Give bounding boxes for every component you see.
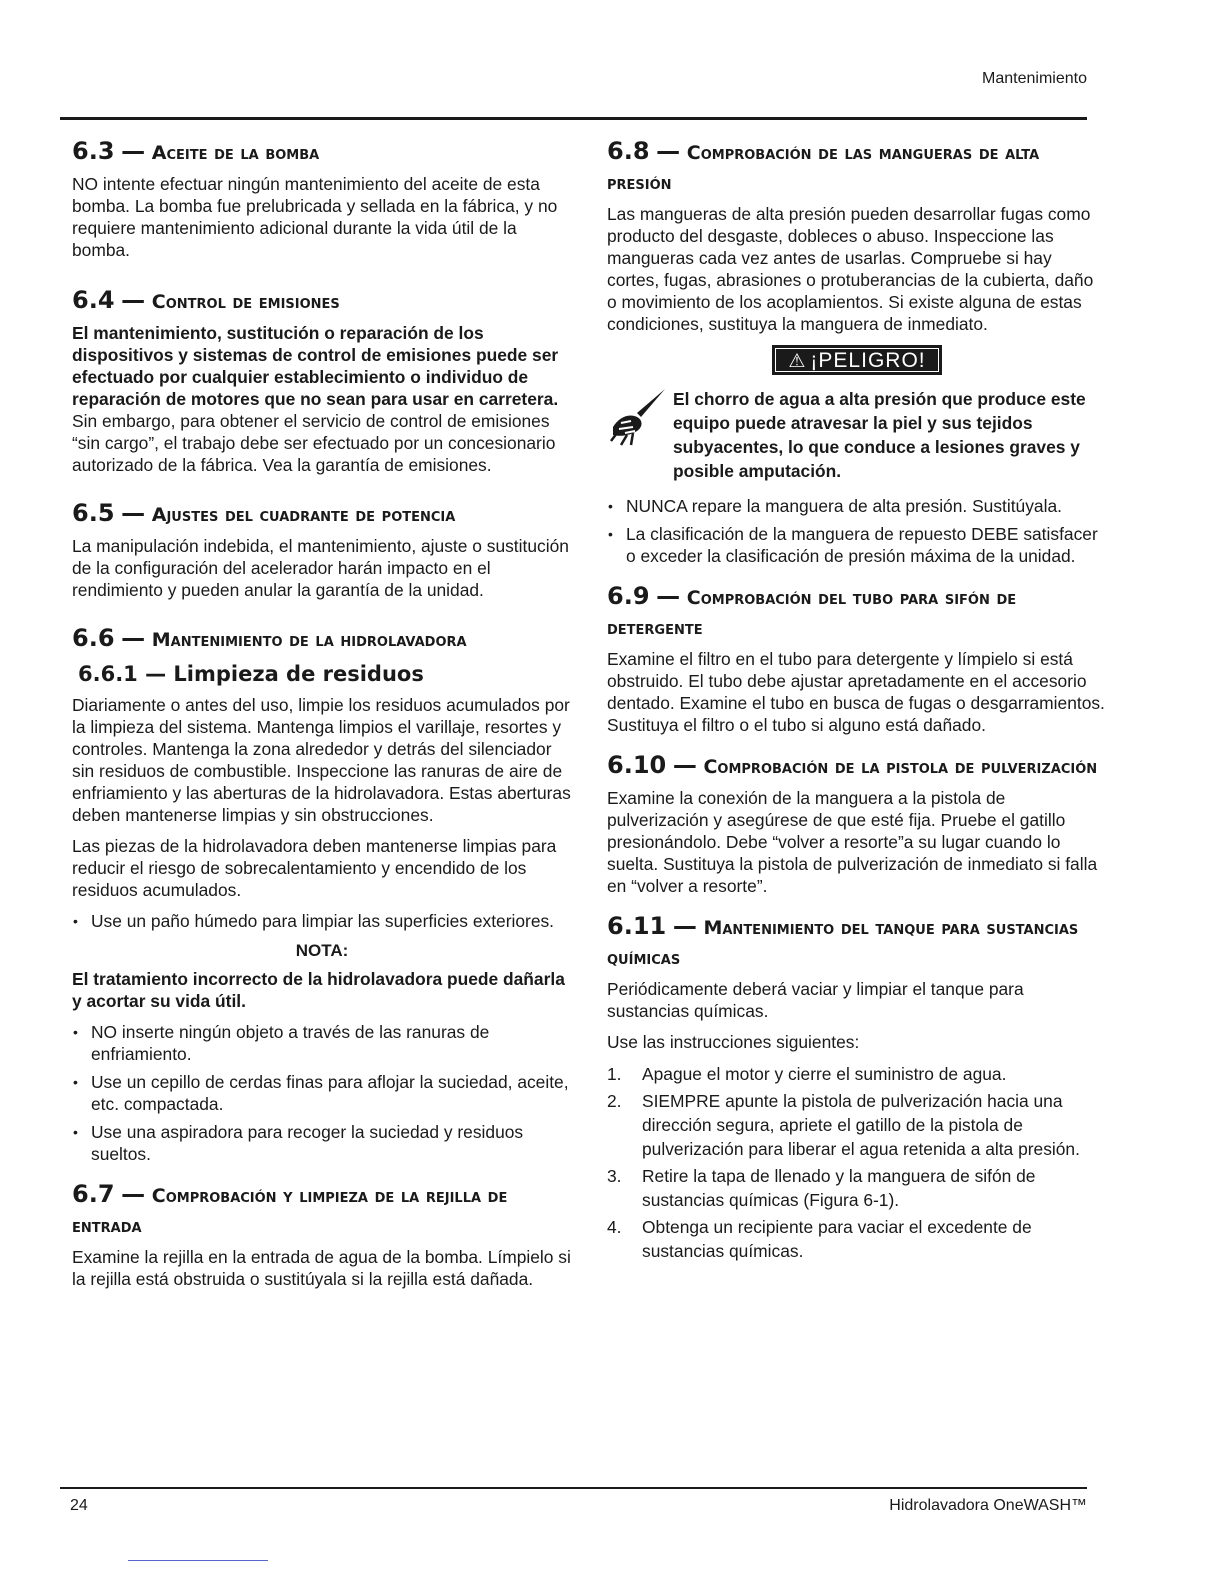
list-item: • Use un cepillo de cerdas finas para aflojar la suciedad, aceite, etc. compactada. [72,1071,572,1115]
left-column [72,136,572,1299]
list-item: 3. Retire la tapa de llenado y la manguera de sifón de sustancias químicas (Figura 6-1). [607,1166,1036,1210]
section-body: NO intente efectuar ningún mantenimiento del aceite de esta bomba. La bomba fue prelubricada y sellada en la fábrica, y no requiere mantenimiento adicional durante la vida útil de la bomba. [72,174,558,260]
section-heading: 6.4 — Control de emisiones [72,286,340,314]
section-6-5 [72,498,572,601]
right-column [607,136,1107,1269]
section-6-8 [607,136,1107,567]
list-item: • Use una aspiradora para recoger la suciedad y residuos sueltos. [72,1121,572,1165]
section-body: Las piezas de la hidrolavadora deben mantenerse limpias para reducir el riesgo de sobrecalentamiento y encendido de los residuos acumulados. [72,836,557,900]
list-item: • La clasificación de la manguera de repuesto DEBE satisfacer o exceder la clasificación de presión máxima de la unidad. [607,523,1107,567]
section-6-3 [72,136,572,261]
list-item: • NO inserte ningún objeto a través de las ranuras de enfriamiento. [72,1021,572,1065]
list-item: 4. Obtenga un recipiente para vaciar el excedente de sustancias químicas. [607,1217,1032,1261]
danger-block [607,387,1107,483]
section-heading: 6.7 — Comprobación y limpieza de la rejilla de entrada [72,1180,508,1237]
section-6-9 [607,581,1107,736]
section-body: Diariamente o antes del uso, limpie los residuos acumulados por la limpieza del sistema. Mantenga limpios el varillaje, resortes y controles. Mantenga la zona alrededor y detrás del silenciador sin residuos de combustible. Inspeccione las ranuras de aire de enfriamiento y las aberturas de la hidrolavadora. Estas aberturas deben mantenerse limpias y sin obstrucciones. [72,695,571,825]
section-heading: 6.8 — Comprobación de las mangueras de alta presión [607,137,1040,194]
note-title: NOTA: [295,941,349,960]
list-item: 2. SIEMPRE apunte la pistola de pulverización hacia una dirección segura, apriete el gatillo de la pistola de pulverización para liberar el agua retenida a alta presión. [607,1091,1080,1159]
section-heading: 6.6 — Mantenimiento de la hidrolavadora [72,624,467,652]
numbered-list [607,1062,1107,1263]
section-body: Periódicamente deberá vaciar y limpiar el tanque para sustancias químicas. [607,979,1024,1021]
section-body: La manipulación indebida, el mantenimiento, ajuste o sustitución de la configuración del acelerador harán impacto en el rendimiento y pueden anular la garantía de la unidad. [72,536,569,600]
instructions-intro: Use las instrucciones siguientes: [607,1032,860,1052]
section-heading: 6.3 — Aceite de la bomba [72,137,320,165]
bullet-list [72,1021,572,1165]
list-item: • Use un paño húmedo para limpiar las superficies exteriores. [72,910,572,932]
warning-triangle-icon: ⚠ [788,351,807,372]
danger-banner: ⚠ ¡PELIGRO! [772,345,942,375]
page-header [60,66,1087,120]
footer-doc-title: Hidrolavadora OneWASH™ [889,1497,1087,1514]
page-footer [60,1487,1087,1521]
bullet-list [607,495,1107,567]
section-6-4 [72,285,572,476]
skin-injection-hazard-icon [607,387,667,447]
section-heading: 6.5 — Ajustes del cuadrante de potencia [72,499,456,527]
section-6-6 [72,623,572,1165]
list-item: 1. Apague el motor y cierre el suministro de agua. [607,1064,1007,1084]
page-number: 24 [70,1497,88,1514]
section-6-11 [607,911,1107,1263]
danger-text: El chorro de agua a alta presión que produce este equipo puede atravesar la piel y sus tejidos subyacentes, lo que conduce a lesiones graves y posible amputación. [673,389,1086,481]
list-item: • NUNCA repare la manguera de alta presión. Sustitúyala. [607,495,1107,517]
subsection-heading: 6.6.1 — Limpieza de residuos [78,662,424,686]
section-heading: 6.11 — Mantenimiento del tanque para sustancias químicas [607,912,1079,969]
section-body: Examine la conexión de la manguera a la pistola de pulverización y asegúrese de que esté fija. Pruebe el gatillo presionándolo. Debe “volver a resorte”a su lugar cuando lo suelta. Sustituya la pistola de pulverización de inmediato si falla en “volver a resorte”. [607,788,1098,896]
note-text: El tratamiento incorrecto de la hidrolavadora puede dañarla y acortar su vida útil. [72,969,565,1011]
section-body: Examine el filtro en el tubo para detergente y límpielo si está obstruido. El tubo debe ajustar apretadamente en el accesorio dentado. Examine el tubo en busca de fugas o desgarramientos. Sustituya el filtro o el tubo si alguno está dañado. [607,649,1105,735]
bottom-divider [128,1560,268,1561]
section-6-10 [607,750,1107,897]
section-6-7 [72,1179,572,1290]
section-body: Examine la rejilla en la entrada de agua de la bomba. Límpielo si la rejilla está obstruida o sustitúyala si la rejilla está dañada. [72,1247,571,1289]
bullet-list [72,910,572,932]
section-heading: 6.10 — Comprobación de la pistola de pulverización [607,751,1098,779]
section-body: El mantenimiento, sustitución o reparación de los dispositivos y sistemas de control de emisiones puede ser efectuado por cualquier establecimiento o individuo de reparación de motores que no sean para usar en carretera. Sin embargo, para obtener el servicio de control de emisiones “sin cargo”, el trabajo debe ser efectuado por un concesionario autorizado de la fábrica. Vea la garantía de emisiones. [72,323,559,475]
section-body: Las mangueras de alta presión pueden desarrollar fugas como producto del desgaste, dobleces o abuso. Inspeccione las mangueras cada vez antes de usarlas. Compruebe si hay cortes, fugas, abrasiones o protuberancias de la cubierta, daño o movimiento de los acoplamientos. Si existe alguna de estas condiciones, sustituya la manguera de inmediato. [607,204,1094,334]
section-heading: 6.9 — Comprobación del tubo para sifón de detergente [607,582,1017,639]
header-section-label: Mantenimiento [982,70,1087,87]
